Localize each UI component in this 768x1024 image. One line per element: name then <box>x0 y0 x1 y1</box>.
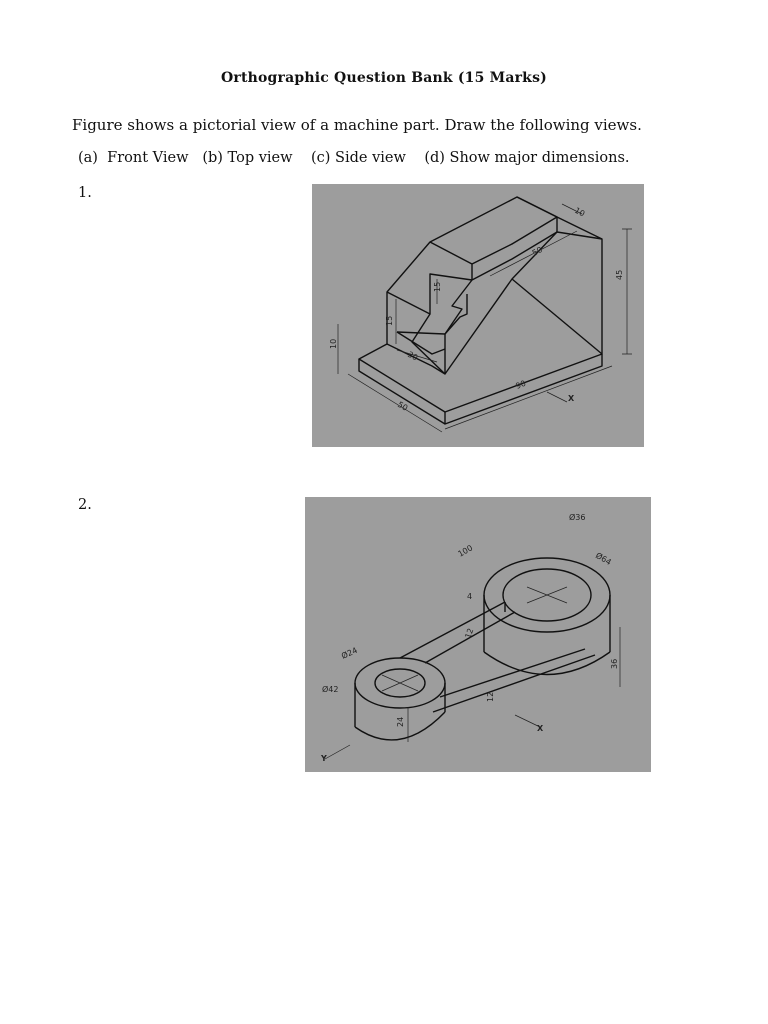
dim-label: 24 <box>396 716 405 727</box>
intro-text: Figure shows a pictorial view of a machine part. Draw the following views. <box>72 116 642 134</box>
axis-label-x: X <box>537 724 544 733</box>
question-number-2: 2. <box>78 497 92 513</box>
dim-label: 12 <box>486 691 495 702</box>
dim-label: 15 <box>433 281 442 292</box>
dim-label: Ø36 <box>569 513 586 522</box>
figure-1-pictorial-view <box>312 184 644 447</box>
question-number-1: 1. <box>78 185 92 201</box>
axis-label-y: Y <box>321 754 327 763</box>
task-list: (a) Front View (b) Top view (c) Side view (d) Show major dimensions. <box>78 150 630 166</box>
dim-label: 10 <box>573 205 587 219</box>
dim-label: Ø24 <box>340 645 359 661</box>
figure-2-pictorial-view <box>305 497 651 772</box>
dim-label: 36 <box>610 658 619 669</box>
dim-label: Ø64 <box>594 550 613 567</box>
dim-label: Ø42 <box>322 685 339 694</box>
dim-label: 90 <box>514 378 528 391</box>
dim-label: 45 <box>615 269 624 280</box>
dim-label: 4 <box>467 592 473 601</box>
dim-label: 100 <box>456 543 475 559</box>
dim-label: 12 <box>463 627 476 640</box>
dim-label: 50 <box>530 245 544 258</box>
page-title: Orthographic Question Bank (15 Marks) <box>220 70 547 86</box>
axis-label-x: X <box>568 394 575 403</box>
dim-label: 15 <box>385 315 394 326</box>
dim-label: 30 <box>406 349 420 363</box>
dim-label: 10 <box>329 338 338 349</box>
dim-label: 50 <box>396 399 410 413</box>
